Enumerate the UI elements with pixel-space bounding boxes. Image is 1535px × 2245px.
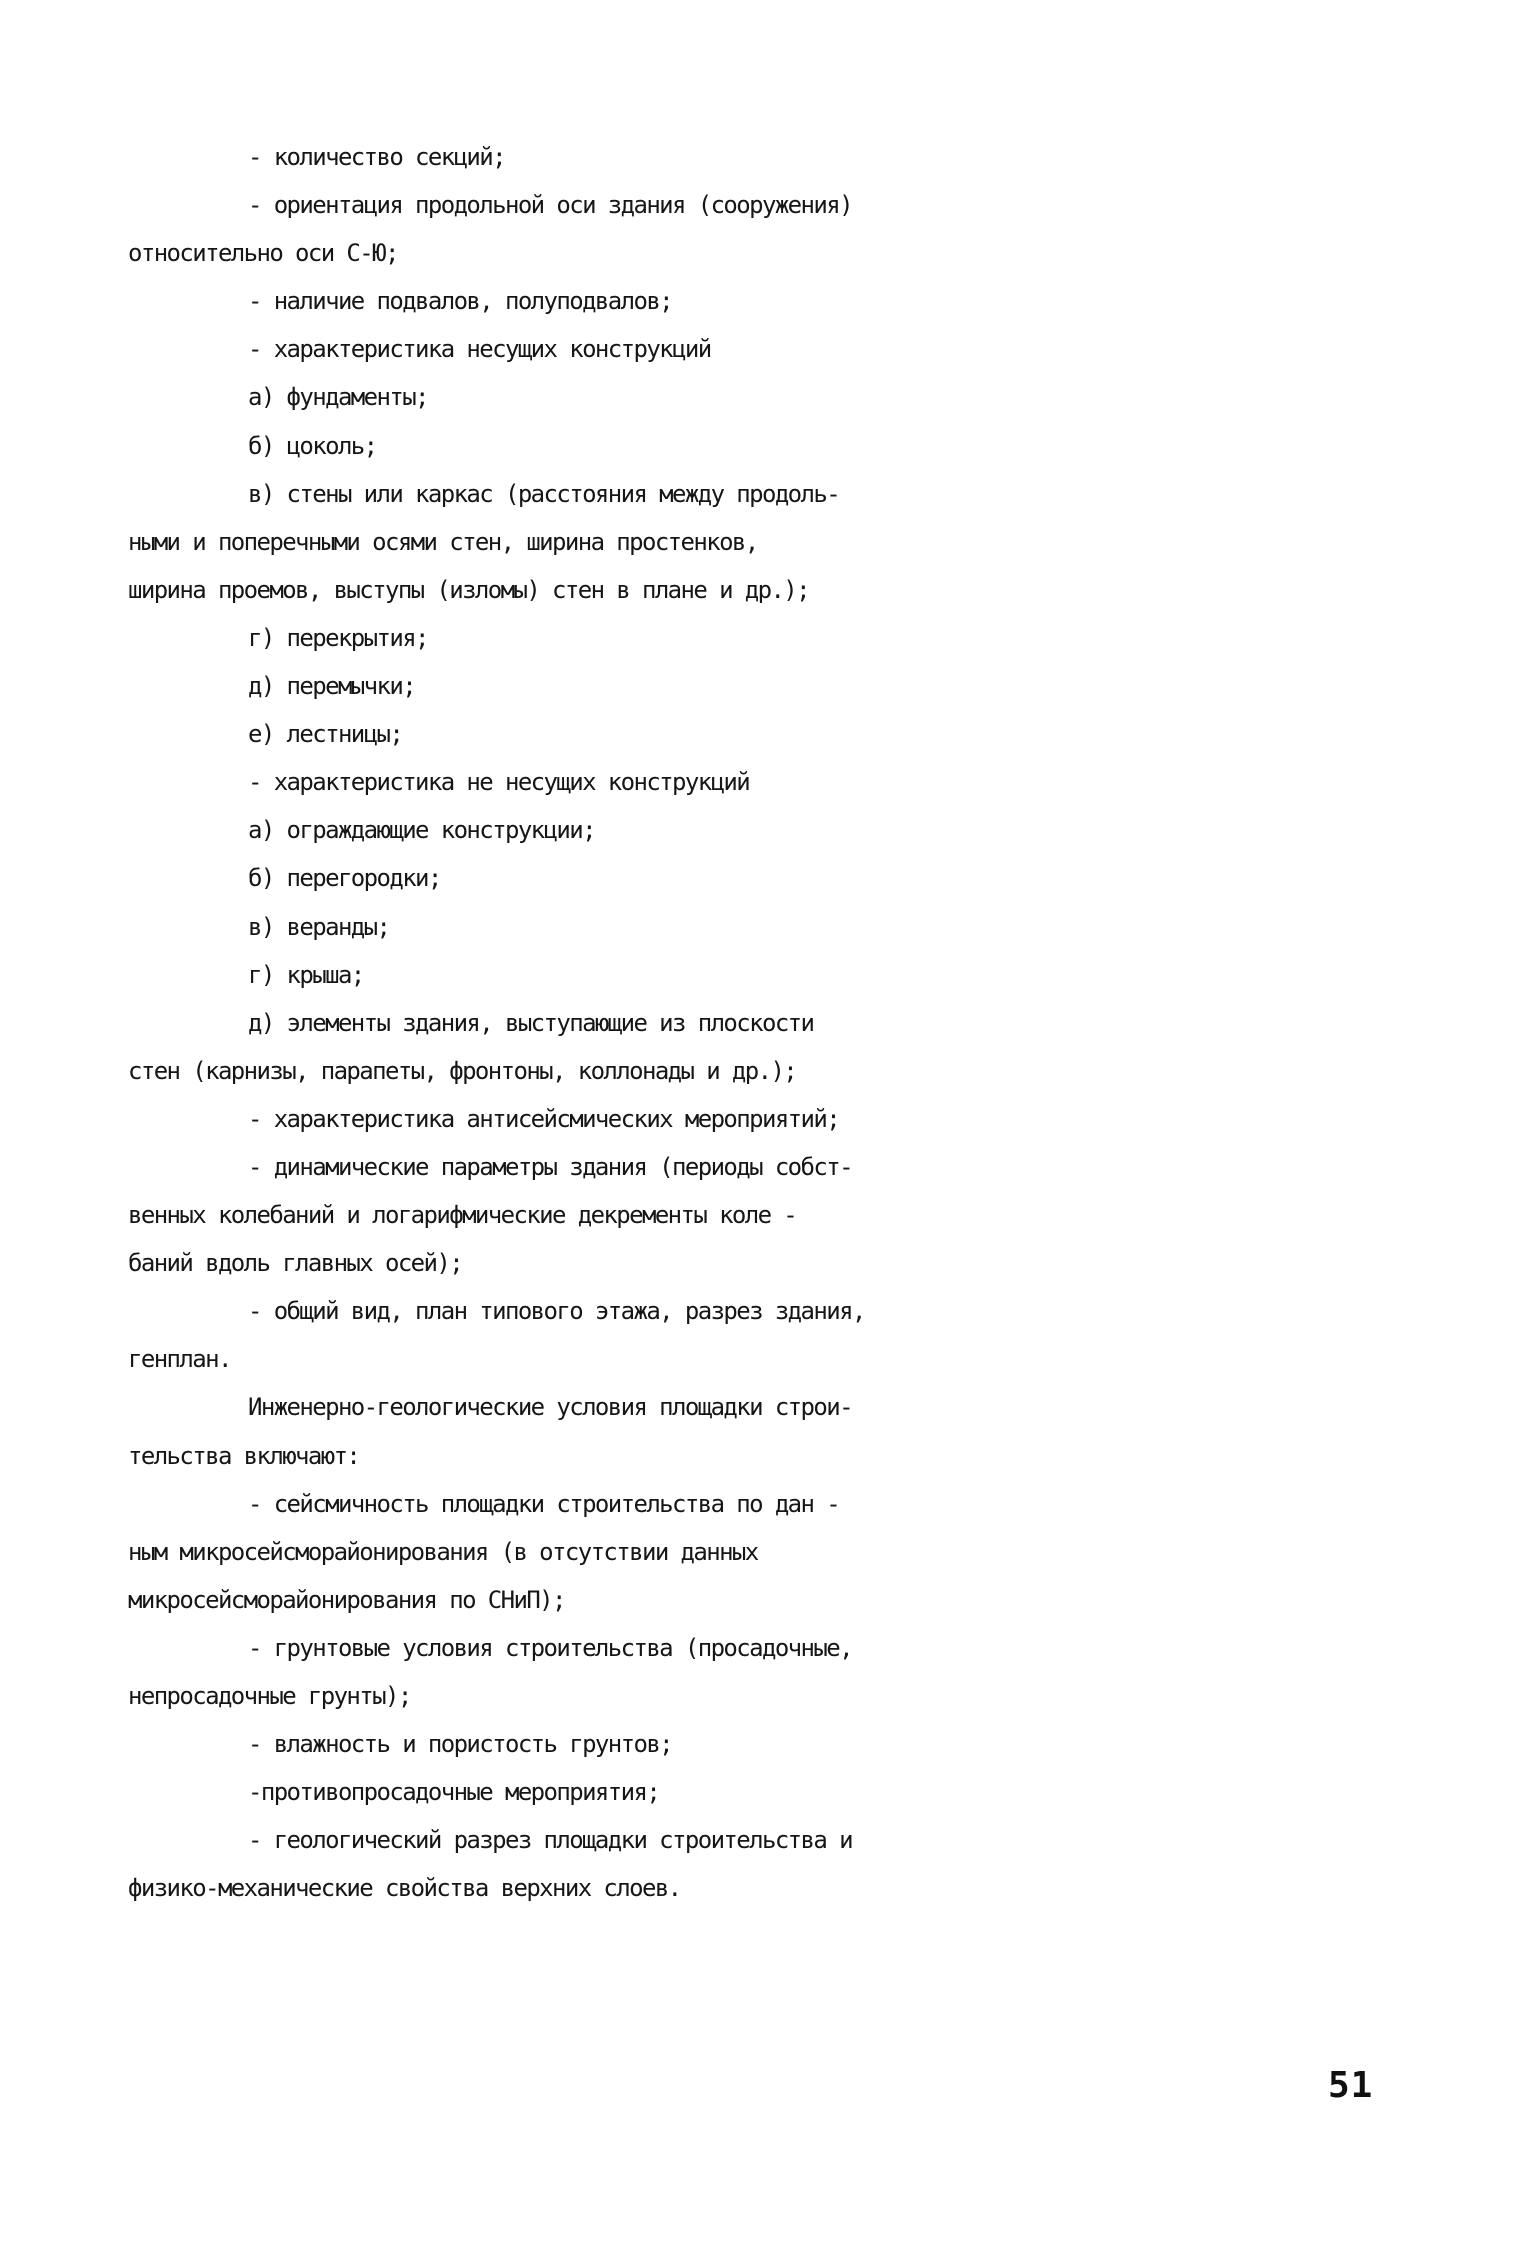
text-line: в) веранды; [248,912,390,941]
text-line: б) цоколь; [248,431,377,460]
text-line: генплан. [128,1345,231,1374]
text-line: -противопросадочные мероприятия; [248,1778,660,1807]
text-line: д) перемычки; [248,672,416,701]
text-line: относительно оси С-Ю; [128,239,398,268]
text-line: ными и поперечными осями стен, ширина простенков, [128,527,758,556]
text-line: е) лестницы; [248,720,403,749]
text-line: - сейсмичность площадки строительства по дан - [248,1489,840,1518]
text-line: д) элементы здания, выступающие из плоскости [248,1008,814,1037]
text-line: - влажность и пористость грунтов; [248,1730,673,1759]
text-line: ширина проемов, выступы (изломы) стен в плане и др.); [128,575,810,604]
text-line: - наличие подвалов, полуподвалов; [248,287,673,316]
text-line: баний вдоль главных осей); [128,1249,463,1278]
text-line: - грунтовые условия строительства (просадочные, [248,1633,852,1662]
text-line: Инженерно-геологические условия площадки строи- [248,1393,852,1422]
text-line: физико-механические свойства верхних слоев. [128,1874,681,1903]
body-text [128,133,1408,1912]
text-line: б) перегородки; [248,864,441,893]
text-line: - общий вид, план типового этажа, разрез здания, [248,1297,865,1326]
text-line: - характеристика несущих конструкций [248,335,711,364]
text-line: венных колебаний и логарифмические декременты коле - [128,1201,797,1230]
text-line: в) стены или каркас (расстояния между продоль- [248,479,840,508]
text-line: г) перекрытия; [248,623,428,652]
text-line: - ориентация продольной оси здания (сооружения) [248,191,852,220]
text-line: - характеристика антисейсмических мероприятий; [248,1104,840,1133]
text-line: ным микросейсморайонирования (в отсутствии данных [128,1537,758,1566]
text-line: - количество секций; [248,143,505,171]
text-line: - динамические параметры здания (периоды собст- [248,1152,852,1181]
page-number: 51 [1328,2065,1374,2106]
text-line: - характеристика не несущих конструкций [248,768,750,797]
text-line: микросейсморайонирования по СНиП); [128,1585,565,1614]
text-line: непросадочные грунты); [128,1682,411,1710]
text-line: тельства включают: [128,1441,360,1470]
text-line: стен (карнизы, парапеты, фронтоны, коллонады и др.); [128,1056,797,1085]
text-line: - геологический разрез площадки строительства и [248,1826,852,1855]
text-line: а) фундаменты; [248,383,428,412]
text-line: г) крыша; [248,960,364,989]
text-line: а) ограждающие конструкции; [248,816,595,845]
